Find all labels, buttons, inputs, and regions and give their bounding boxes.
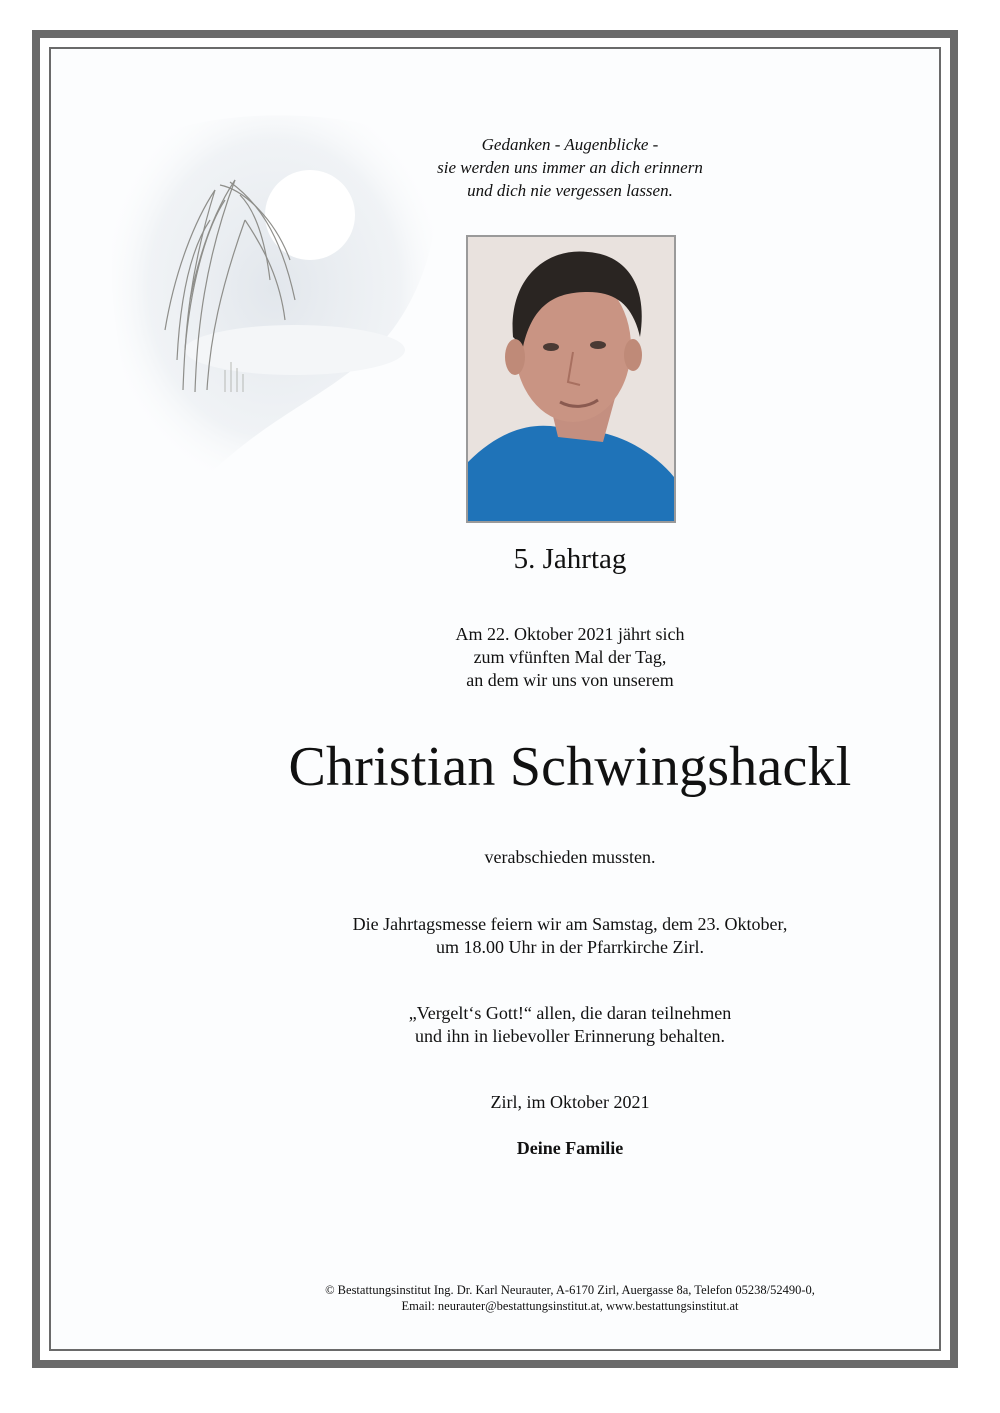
mass-announcement bbox=[270, 913, 870, 959]
footer-line: Email: neurauter@bestattungsinstitut.at, www.bestattungsinstitut.at bbox=[401, 1299, 739, 1313]
intro-text bbox=[270, 623, 870, 692]
quote-line: Gedanken - Augenblicke - bbox=[481, 135, 659, 154]
quote-line: und dich nie vergessen lassen. bbox=[467, 181, 673, 200]
mass-line: um 18.00 Uhr in der Pfarrkirche Zirl. bbox=[436, 937, 704, 957]
footer-line: © Bestattungsinstitut Ing. Dr. Karl Neurauter, A-6170 Zirl, Auergasse 8a, Telefon 05238/52490-0, bbox=[325, 1283, 815, 1297]
occasion-title: 5. Jahrtag bbox=[513, 543, 627, 575]
memorial-quote bbox=[270, 133, 870, 202]
farewell-text: verabschieden mussten. bbox=[484, 847, 656, 867]
funeral-home-footer bbox=[270, 1282, 870, 1314]
portrait-photo bbox=[466, 235, 676, 523]
signature: Deine Familie bbox=[516, 1138, 624, 1158]
deceased-name: Christian Schwingshackl bbox=[288, 736, 852, 798]
mass-line: Die Jahrtagsmesse feiern wir am Samstag, dem 23. Oktober, bbox=[352, 914, 788, 934]
intro-line: zum vfünften Mal der Tag, bbox=[473, 647, 667, 667]
thanks-line: „Vergelt‘s Gott!“ allen, die daran teilnehmen bbox=[408, 1003, 732, 1023]
thanks-line: und ihn in liebevoller Erinnerung behalten. bbox=[415, 1026, 725, 1046]
thanks-text bbox=[270, 1002, 870, 1048]
quote-line: sie werden uns immer an dich erinnern bbox=[437, 158, 703, 177]
intro-line: Am 22. Oktober 2021 jährt sich bbox=[455, 624, 685, 644]
portrait-icon bbox=[468, 237, 674, 521]
intro-line: an dem wir uns von unserem bbox=[466, 670, 674, 690]
place-date: Zirl, im Oktober 2021 bbox=[490, 1092, 650, 1112]
